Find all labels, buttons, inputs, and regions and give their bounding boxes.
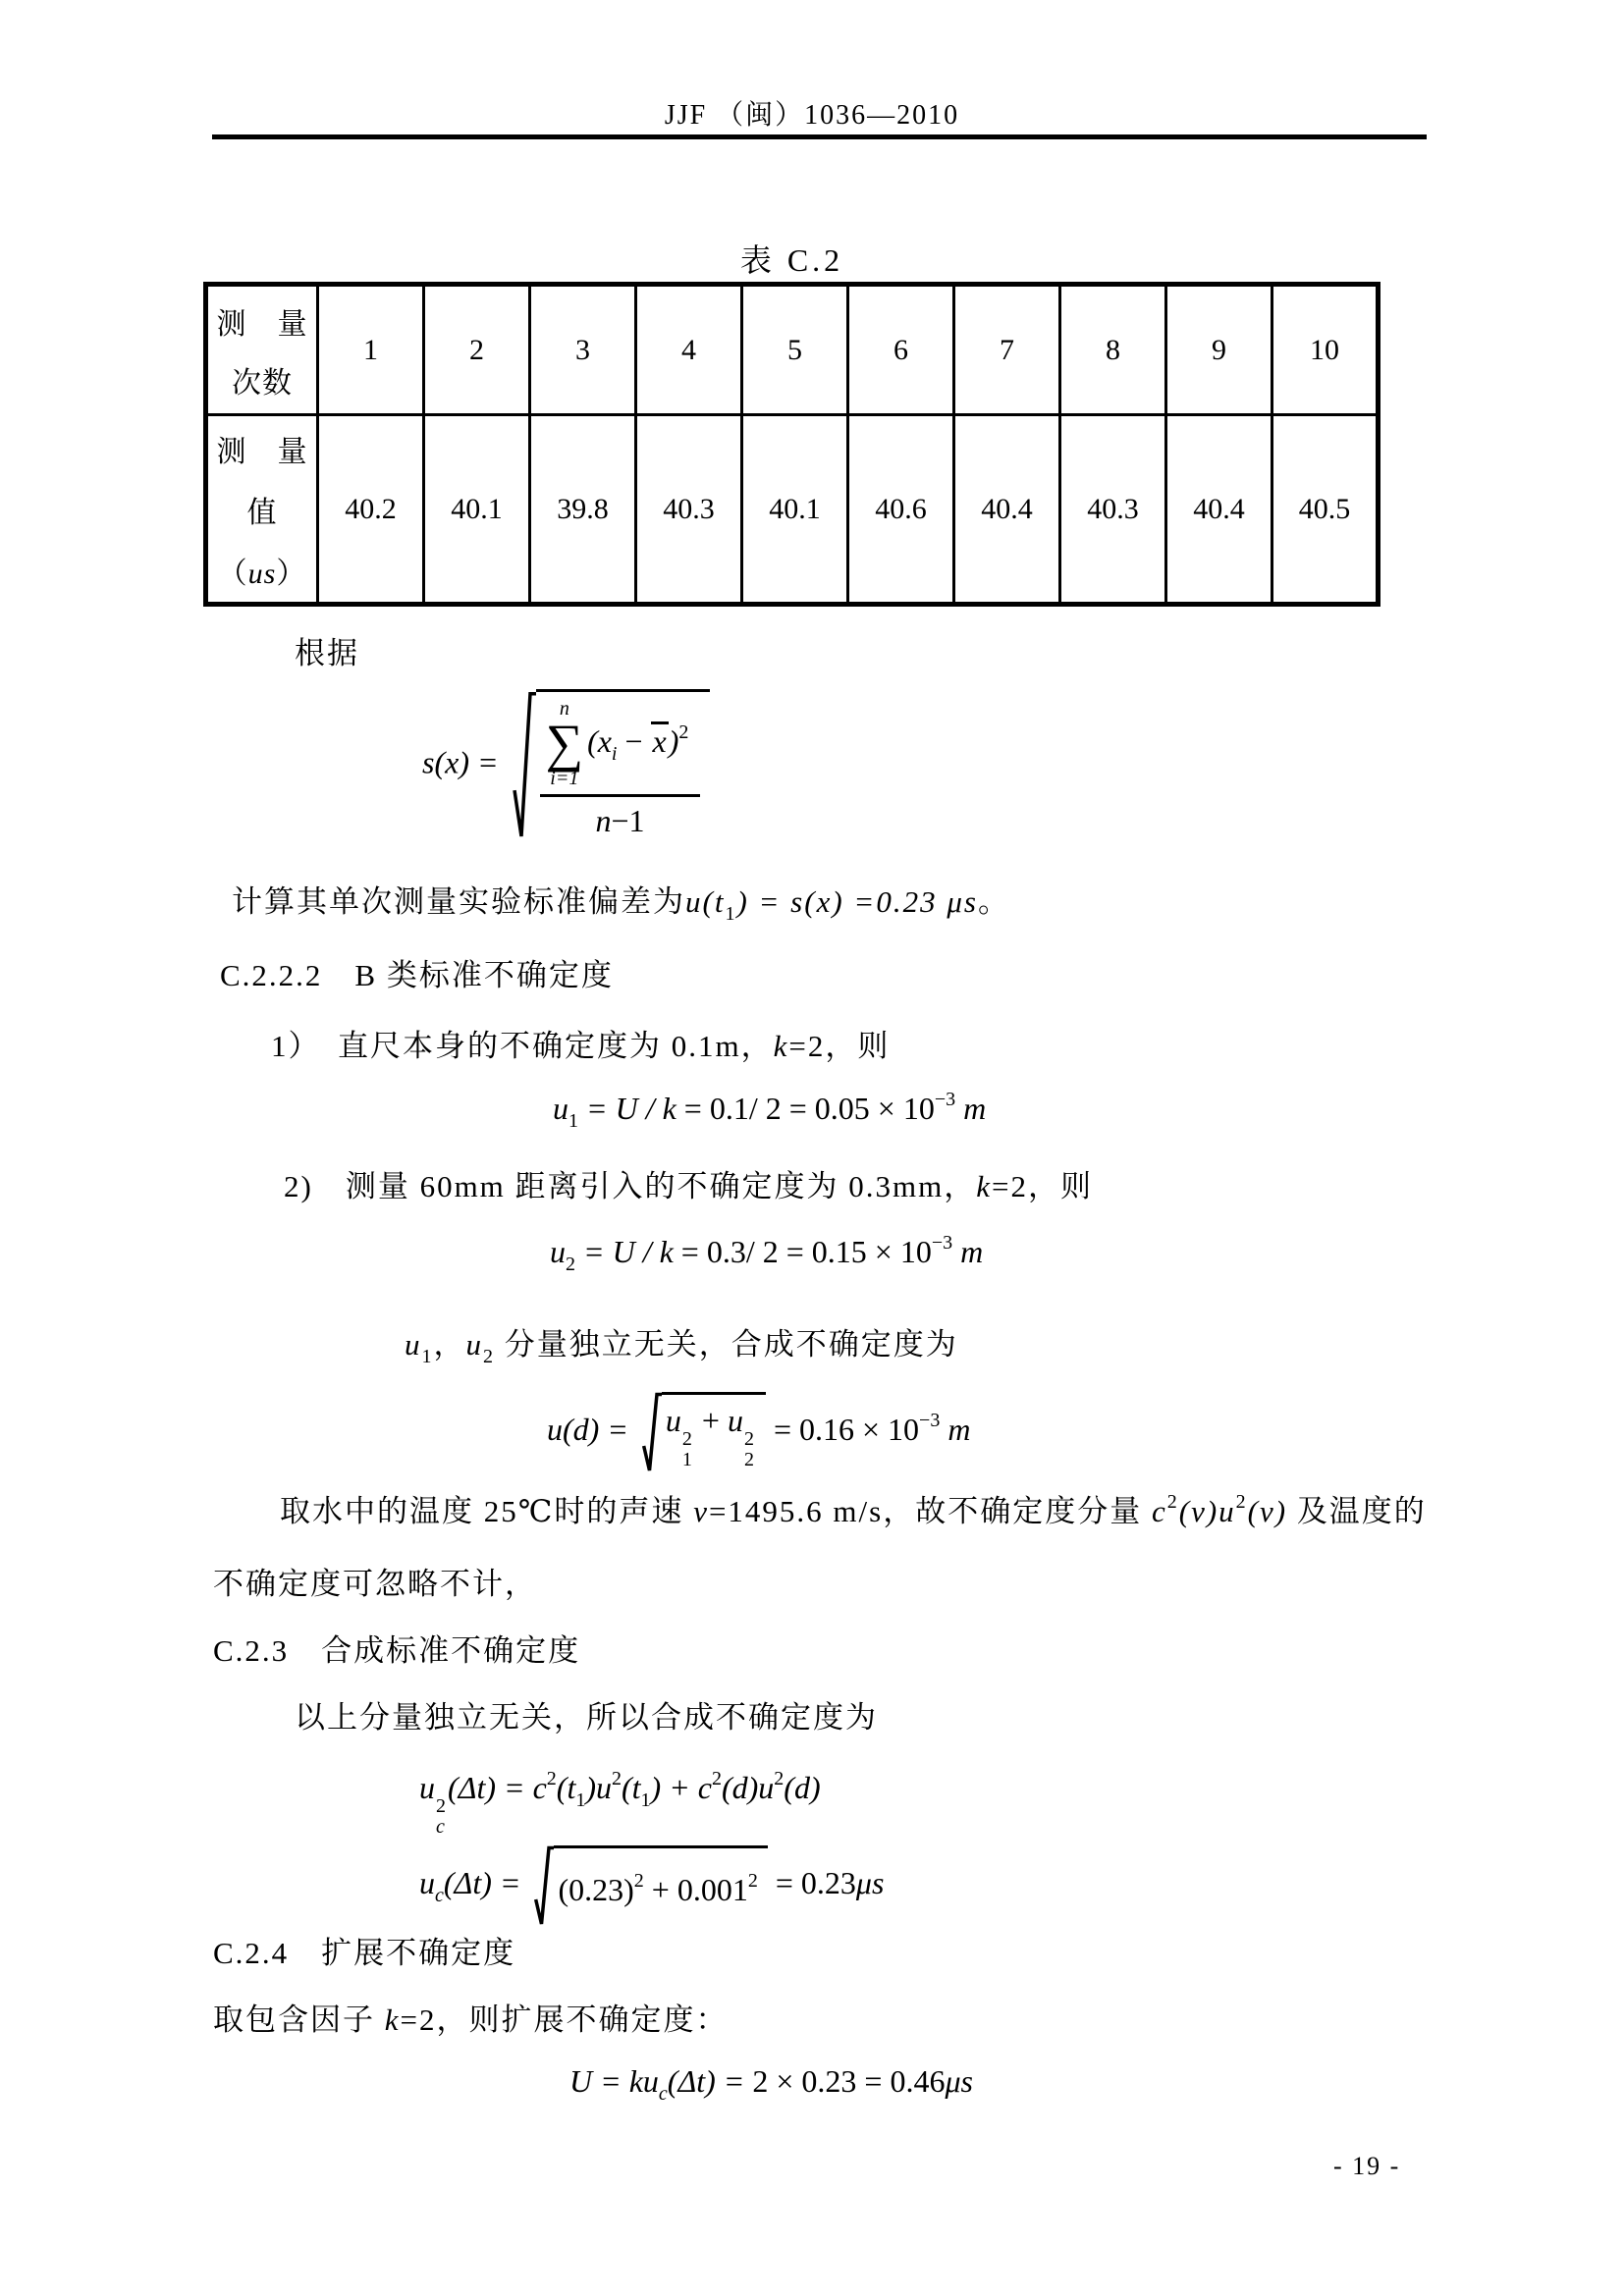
heading-c23: C.2.3 合成标准不确定度 [213,1633,581,1668]
formula-sx [422,689,710,842]
count-cell: 5 [742,285,848,415]
heading-c222: C.2.2.2 B 类标准不确定度 [220,958,614,992]
radical-sign-icon [513,689,536,842]
paragraph-yishang: 以上分量独立无关，所以合成不确定度为 [295,1700,878,1735]
summation-symbol: n ∑ i=1 [545,698,584,790]
radical-sign-icon [534,1845,554,1927]
formula-uc: $u_c(\Delta t)$ = $(0.23)^2 + 0.001^2$ = 0.23μs [419,1845,884,1927]
count-cell: 2 [424,285,530,415]
measurement-table [203,282,1380,607]
count-cell: 7 [954,285,1060,415]
paragraph-std-deviation: 计算其单次测量实验标准偏差为$u(t_1) = s(x) =0.23$ μs。 [232,884,1010,925]
row-label-values-line3: （us） [217,557,307,590]
value-cell: 40.1 [424,415,530,605]
formula-u2: $u_2 = U / k = 0.3/$ $2 = 0.15 \times 10^{-3}$ m [550,1232,984,1275]
formula-u1: $u_1 = U / k = 0.1/$ $2 = 0.05 \times 10^{-3}$ m [553,1089,987,1132]
count-cell: 1 [318,285,424,415]
value-cell: 40.2 [318,415,424,605]
radical-sign-icon [642,1392,662,1473]
row-label-values-line2: 值 [246,496,278,529]
paragraph-k2: 取包含因子 k=2，则扩展不确定度： [213,2002,729,2037]
value-cell: 40.1 [742,415,848,605]
paragraph-temperature-line2: 不确定度可忽略不计， [213,1567,537,1601]
value-cell: 40.6 [848,415,954,605]
row-label-counts-line1: 测 量 [216,307,308,341]
value-cell: 39.8 [530,415,636,605]
value-cell: 40.4 [1166,415,1272,605]
sqrt-radical: u 2 1 + u 2 2 [642,1392,766,1473]
count-cell: 8 [1060,285,1166,415]
row-label-values-line1: 测 量 [216,435,308,468]
table-title: 表 C.2 [739,242,844,278]
formula-uc-squared: u 2 c $(\Delta t) = c^2(t_1)u^2(t_1) + c^2(d)u^2(d)$ [419,1768,821,1838]
row-label-counts-line2: 次数 [232,366,293,400]
sqrt-radical: $(0.23)^2 + 0.001^2$ [534,1845,767,1927]
count-cell: 9 [1166,285,1272,415]
value-cell: 40.4 [954,415,1060,605]
value-cell: 40.3 [636,415,742,605]
row-label-values [206,415,318,605]
paragraph-u1u2: $u_1$，$u_2$ 分量独立无关，合成不确定度为 [405,1327,958,1367]
heading-c24: C.2.4 扩展不确定度 [213,1936,516,1970]
value-cell: 40.3 [1060,415,1166,605]
list-item-1: 1） 直尺本身的不确定度为 0.1m，k=2，则 [271,1029,891,1063]
list-item-2: 2) 测量 60mm 距离引入的不确定度为 0.3mm，k=2，则 [284,1169,1094,1203]
table-row-counts [206,285,1379,415]
formula-ud: u(d) = u 2 1 + u 2 2 = $0.16 \times 10^{-3}$ m [547,1392,970,1473]
paragraph-temperature-line1: 取水中的温度 25℃时的声速 v=1495.6 m/s，故不确定度分量 $c^2(v)u^2(v)$ 及温度的 [280,1491,1427,1528]
fraction [540,697,701,840]
document-header: JJF （闽）1036—2010 [664,100,960,131]
formula-expanded-U: $U = ku_c(\Delta t) = 2 \times 0.23 = 0.46\mu s$ [569,2063,973,2105]
value-cell: 40.5 [1272,415,1379,605]
table-row-values [206,415,1379,605]
row-label-counts [206,285,318,415]
paragraph-genju: 根据 [295,636,359,670]
denominator: n−1 [595,803,645,839]
header-rule [212,134,1427,139]
count-cell: 6 [848,285,954,415]
sqrt-radical [513,689,711,842]
numerator-expression: $(x_i - x)^2$ [587,721,689,766]
formula-sx-lhs: s(x) = [422,744,499,780]
count-cell: 3 [530,285,636,415]
page-number: - 19 - [1333,2152,1401,2180]
count-cell: 10 [1272,285,1379,415]
count-cell: 4 [636,285,742,415]
